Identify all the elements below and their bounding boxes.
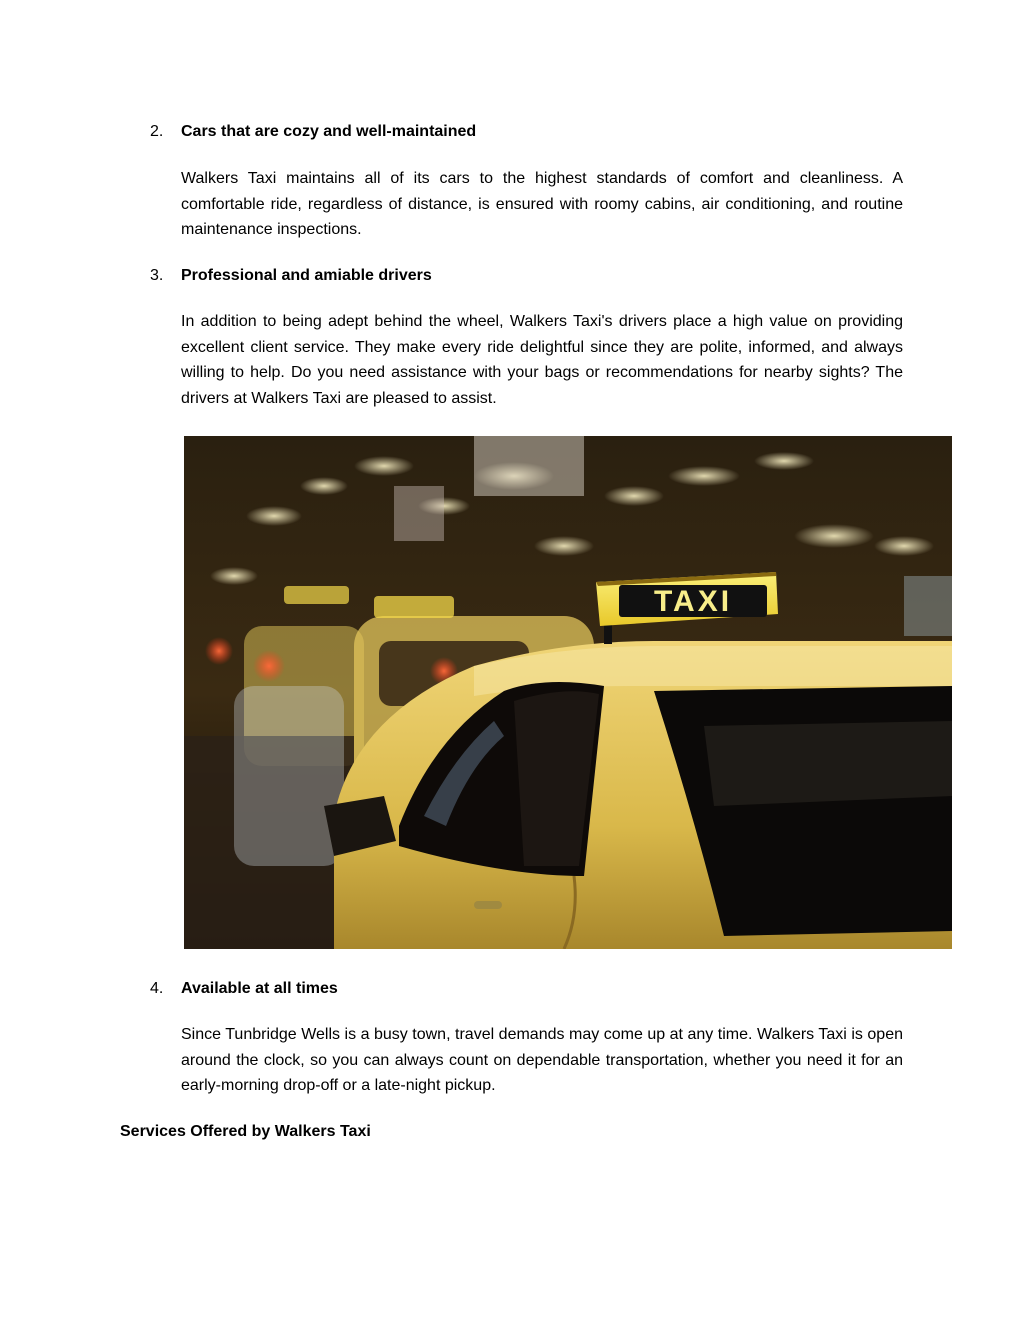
item-title: Professional and amiable drivers xyxy=(181,267,432,284)
item-paragraph: Walkers Taxi maintains all of its cars to the highest standards of comfort and cleanliness. A comfortable ride, regardless of distance, is ensured with roomy cabins, air conditioning, and routine maintenance inspections. xyxy=(181,170,903,239)
taxi-photo xyxy=(184,436,952,949)
item-paragraph: Since Tunbridge Wells is a busy town, travel demands may come up at any time. Walkers Taxi is open around the clock, so you can always count on dependable transportation, whether you need it for an early-morning drop-off or a late-night pickup. xyxy=(181,1026,903,1095)
taxi-sign-text: TAXI xyxy=(653,585,733,618)
list-number: 4. xyxy=(150,980,164,997)
list-number: 2. xyxy=(150,123,164,140)
taxi-illustration xyxy=(184,436,952,949)
item-paragraph: In addition to being adept behind the wheel, Walkers Taxi's drivers place a high value on providing excellent client service. They make every ride delightful since they are polite, informed, and always willing to help. Do you need assistance with your bags or recommendations for nearby sights? The drivers at Walkers Taxi are pleased to assist. xyxy=(181,313,903,408)
section-heading: Services Offered by Walkers Taxi xyxy=(120,1123,371,1140)
item-title: Cars that are cozy and well-maintained xyxy=(181,123,477,140)
item-title: Available at all times xyxy=(181,980,338,997)
list-number: 3. xyxy=(150,267,164,284)
